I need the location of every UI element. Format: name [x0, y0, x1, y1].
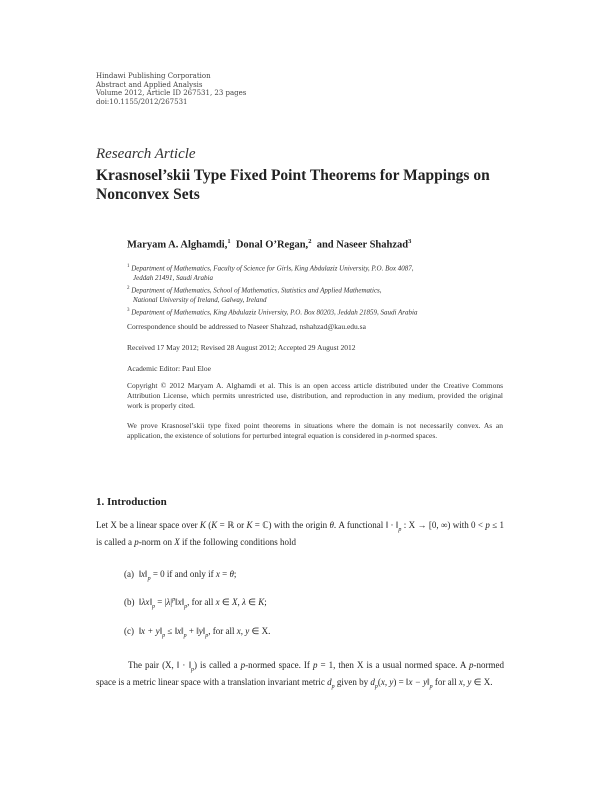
author-list	[127, 238, 411, 251]
affiliation-cont: Jeddah 21491, Saudi Arabia	[133, 274, 213, 283]
affiliation-cont: National University of Ireland, Galway, Ireland	[133, 296, 267, 305]
section-heading: 1. Introduction	[96, 496, 167, 508]
article-type: Research Article	[96, 146, 196, 162]
author-affiliation-mark: 3	[408, 238, 412, 245]
affiliations	[127, 262, 507, 318]
volume-info: Volume 2012, Article ID 267531, 23 pages	[96, 89, 247, 98]
affiliation: $^3$ Department of Mathematics, King Abdulaziz University, P.O. Box 80203, Jeddah 21859, Saudi Arabia	[127, 307, 418, 317]
condition-c: (c) ‖x + $y‖_p$ ≤ $‖x‖_p$ + $‖y‖_p$, for all x, y ∈ X.	[124, 626, 271, 639]
publisher: Hindawi Publishing Corporation	[96, 72, 211, 80]
academic-editor: Academic Editor: Paul Eloe	[127, 364, 211, 373]
author-name: Maryam A. Alghamdi,	[127, 239, 228, 251]
author-affiliation-mark: 1	[227, 238, 231, 245]
author-affiliation-mark: 2	[308, 238, 312, 245]
paper-title: Krasnosel’skii Type Fixed Point Theorems for Mappings on Nonconvex Sets	[96, 167, 490, 203]
journal-name: Abstract and Applied Analysis	[96, 80, 203, 89]
journal-header	[96, 72, 246, 106]
intro-paragraph-2: The pair (X, ‖ · $‖_p$) is called a p-normed space. If p = 1, then X is a usual normed space. A p-normed space is a metric linear space with a translation invariant metric $d_p$ given by $d_p(x$, y) = ‖x − $y‖_p$ for all x, y ∈ X.	[96, 660, 504, 690]
author-name: and Naseer Shahzad	[316, 239, 409, 251]
affiliation: $^1$ Department of Mathematics, Faculty of Science for Girls, King Abdulaziz University, P.O. Box 4087,	[127, 264, 414, 273]
doi[interactable]: doi:10.1155/2012/267531	[96, 97, 188, 106]
condition-a: (a) $‖x‖_p = 0$ if and only if x = θ;	[124, 569, 237, 582]
abstract: We prove Krasnosel’skii type fixed point theorems in situations where the domain is not necessarily convex. As an application, the existence of solutions for perturbed integral equation is considered in p-normed spaces.	[127, 421, 503, 440]
copyright-notice: Copyright © 2012 Maryam A. Alghamdi et al. This is an open access article distributed under the Creative Commons Attribution License, which permits unrestricted use, distribution, and reproduction in any medium, provided the original work is properly cited.	[127, 381, 503, 410]
correspondence: Correspondence should be addressed to Naseer Shahzad, nshahzad@kau.edu.sa	[127, 322, 366, 331]
dates: Received 17 May 2012; Revised 28 August 2012; Accepted 29 August 2012	[127, 343, 356, 352]
condition-b: (b) $‖\lambda x‖_p$ = $|\lambda|^p‖x‖_p$, for all x ∈ X, λ ∈ K;	[124, 597, 267, 610]
intro-paragraph-1: Let X be a linear space over K (K = ℝ or K = ℂ) with the origin θ. A functional ‖ · $‖_p$ : X → [0, ∞) with 0 < p ≤ 1 is called a p-norm on X if the following conditions hold	[96, 520, 504, 547]
author-name: Donal O’Regan,	[235, 239, 309, 251]
affiliation: $^2$ Department of Mathematics, School of Mathematics, Statistics and Applied Mathematics,	[127, 285, 382, 295]
